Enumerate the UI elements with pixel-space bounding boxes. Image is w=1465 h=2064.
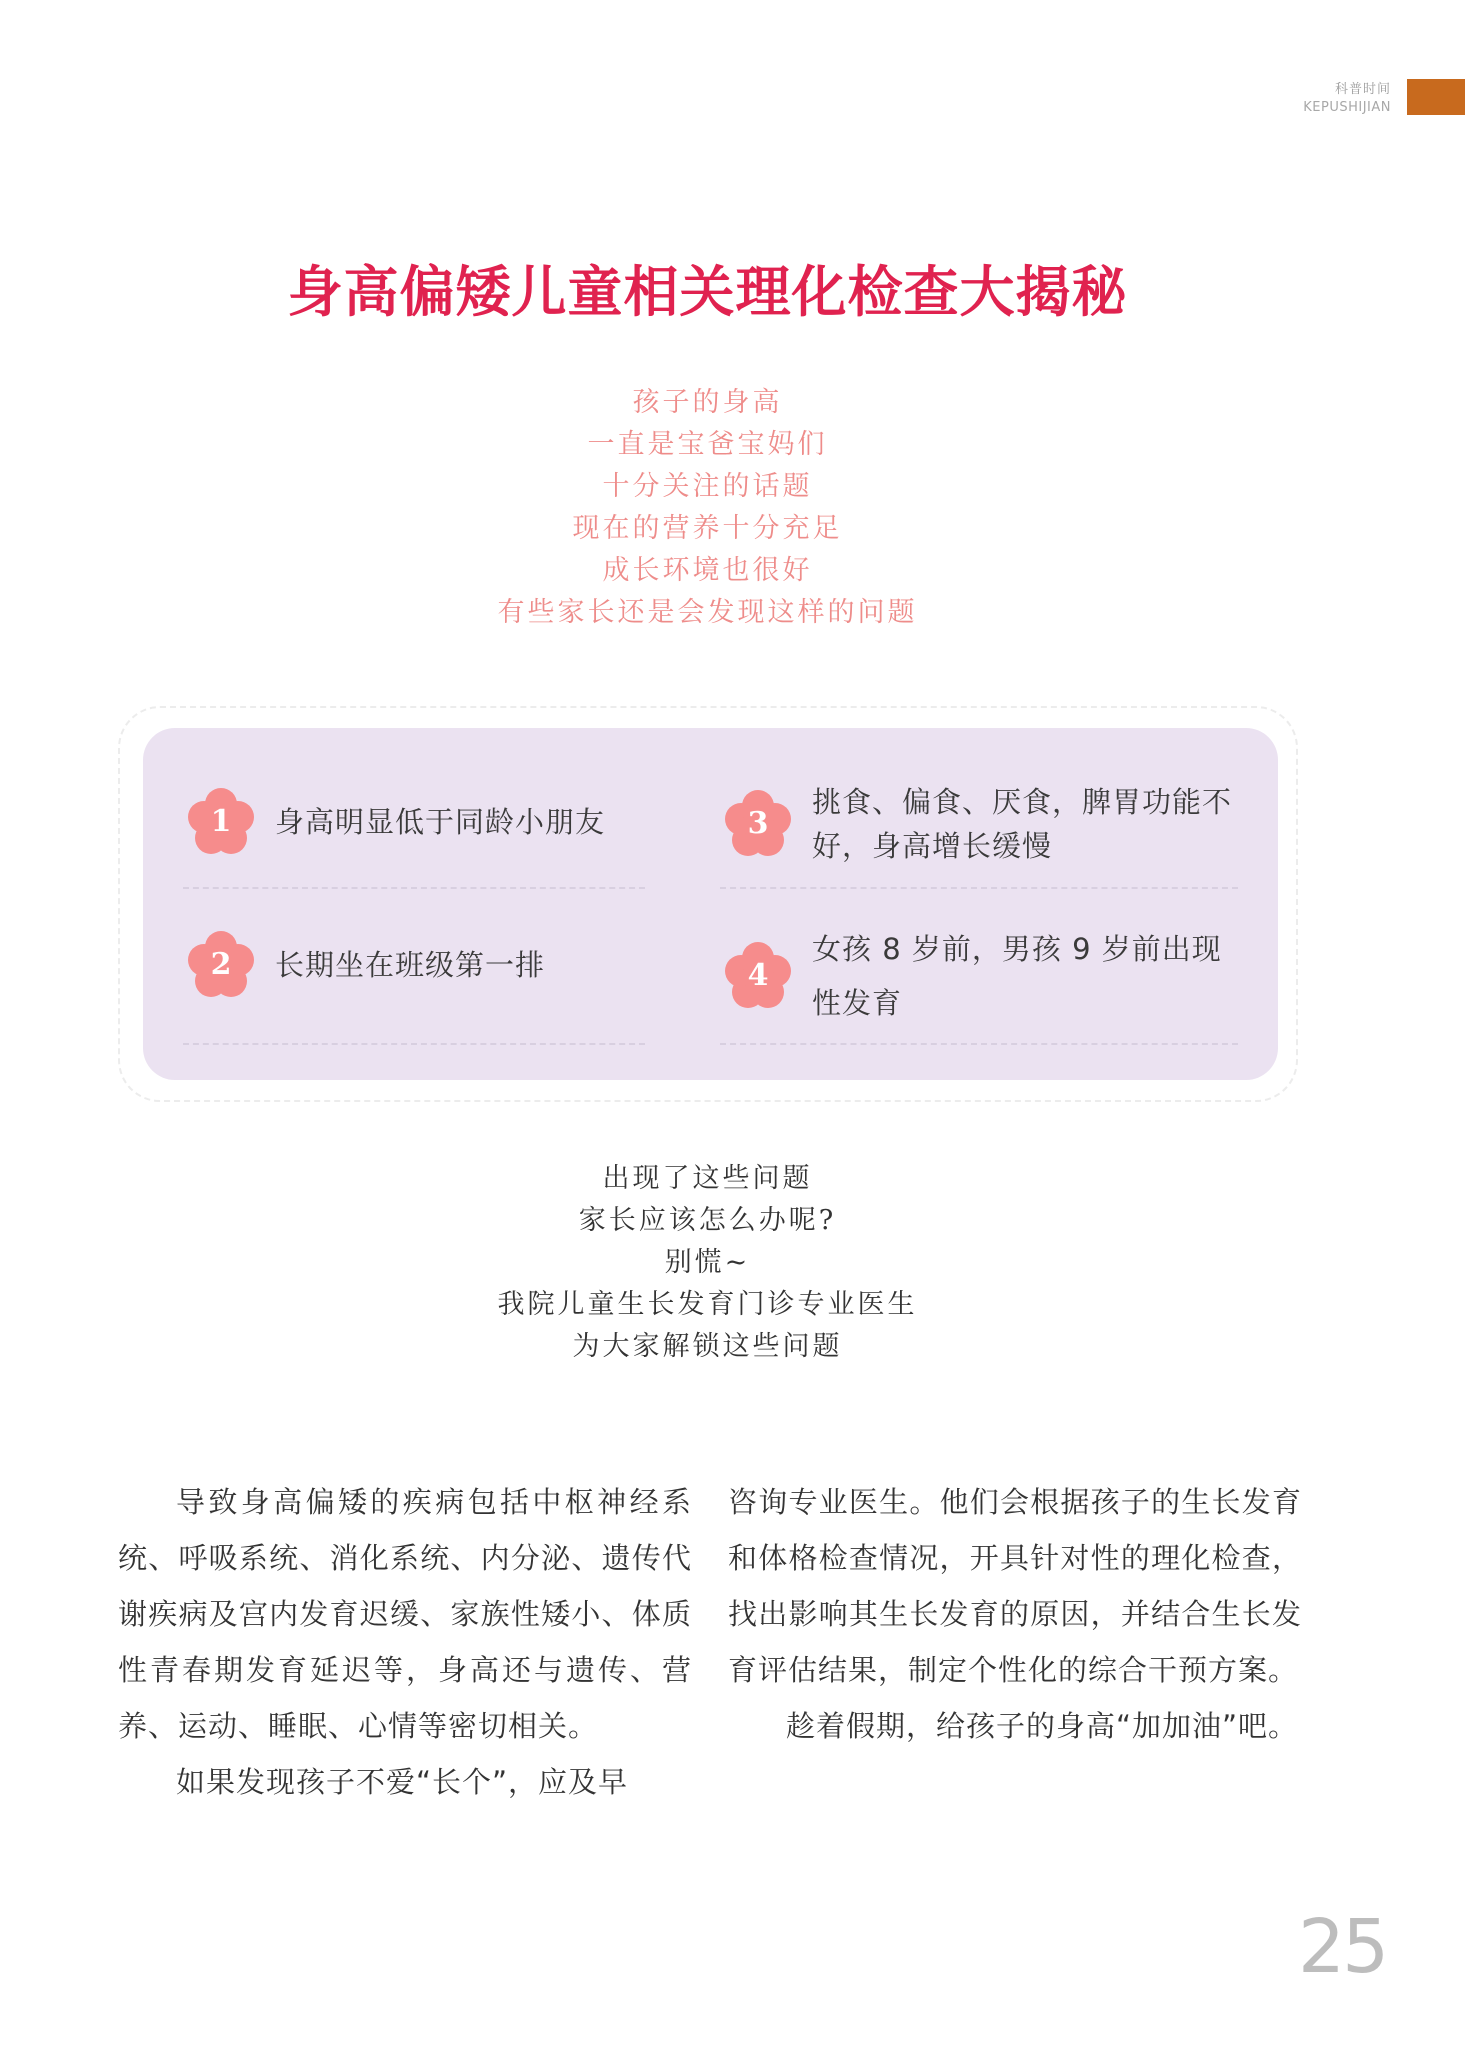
sign-text: 长期坐在班级第一排 (275, 948, 546, 982)
sign-item-3 (722, 780, 1242, 868)
sign-item-1 (185, 786, 655, 858)
transition-line: 别慌~ (664, 1247, 751, 1278)
sign-item-4 (722, 922, 1242, 1030)
page-number: 25 (1298, 1904, 1387, 1990)
intro-line: 现在的营养十分充足 (572, 513, 843, 544)
intro-text (0, 382, 1415, 634)
flower-number-icon (722, 940, 794, 1012)
sign-item-2 (185, 929, 655, 1001)
intro-line: 成长环境也很好 (602, 555, 813, 586)
transition-line: 我院儿童生长发育门诊专业医生 (497, 1289, 918, 1320)
sign-number: 1 (210, 804, 232, 839)
page-title: 身高偏矮儿童相关理化检查大揭秘 (287, 259, 1128, 324)
flower-number-icon (722, 788, 794, 860)
body-column-left (118, 1474, 692, 1810)
section-accent-bar (1407, 79, 1465, 115)
intro-line: 有些家长还是会发现这样的问题 (497, 597, 918, 628)
dashed-divider (720, 887, 1238, 889)
sign-number: 4 (747, 958, 769, 993)
transition-line: 出现了这些问题 (602, 1163, 813, 1194)
sign-number: 3 (747, 806, 769, 841)
intro-line: 十分关注的话题 (602, 471, 813, 502)
intro-line: 一直是宝爸宝妈们 (587, 429, 828, 460)
transition-line: 家长应该怎么办呢? (578, 1205, 837, 1236)
dashed-divider (183, 887, 645, 889)
sign-text: 挑食、偏食、厌食，脾胃功能不好，身高增长缓慢 (812, 785, 1233, 863)
section-label-en: KEPUSHIJIAN (1303, 100, 1391, 115)
dashed-divider (183, 1043, 645, 1045)
transition-text (0, 1158, 1415, 1368)
body-paragraph: 如果发现孩子不爱“长个”，应及早 (176, 1765, 629, 1799)
flower-number-icon (185, 929, 257, 1001)
sign-text: 身高明显低于同龄小朋友 (275, 805, 606, 839)
body-column-right (728, 1474, 1302, 1754)
sign-text: 女孩 8 岁前，男孩 9 岁前出现性发育 (812, 932, 1222, 1020)
flower-number-icon (185, 786, 257, 858)
transition-line: 为大家解锁这些问题 (572, 1331, 843, 1362)
intro-line: 孩子的身高 (632, 387, 783, 418)
section-label-cn: 科普时间 (1334, 82, 1391, 97)
body-paragraph: 导致身高偏矮的疾病包括中枢神经系统、呼吸系统、消化系统、内分泌、遗传代谢疾病及宫内发育迟缓、家族性矮小、体质性青春期发育延迟等，身高还与遗传、营养、运动、睡眠、心情等密切相关。 (118, 1485, 692, 1743)
dashed-divider (720, 1043, 1238, 1045)
body-paragraph: 咨询专业医生。他们会根据孩子的生长发育和体格检查情况，开具针对性的理化检查，找出影响其生长发育的原因，并结合生长发育评估结果，制定个性化的综合干预方案。 (728, 1485, 1302, 1687)
body-paragraph: 趁着假期，给孩子的身高“加加油”吧。 (786, 1709, 1299, 1743)
sign-number: 2 (210, 947, 232, 982)
